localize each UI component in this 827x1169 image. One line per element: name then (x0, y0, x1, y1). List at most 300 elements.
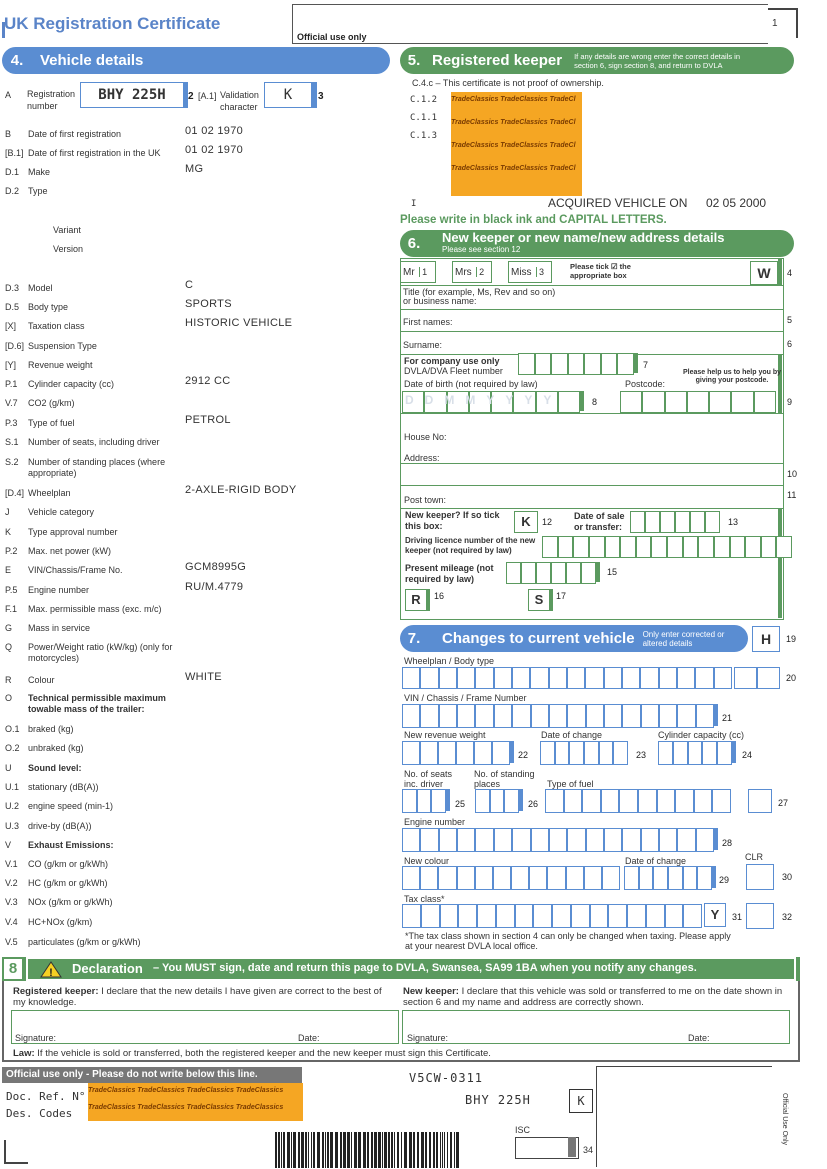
barcode-bar (442, 1132, 443, 1168)
field-value: GCM8995G (185, 561, 247, 573)
h-box[interactable]: H (752, 626, 780, 652)
date-of-change-field[interactable] (540, 741, 628, 763)
barcode-bar (371, 1132, 373, 1168)
barcode-bar (391, 1132, 393, 1168)
field-number: 22 (518, 750, 529, 760)
field-edge (519, 789, 523, 811)
miss-number: 3 (536, 267, 544, 277)
section-note: Only enter corrected or altered details (642, 629, 725, 648)
first-names-field[interactable] (400, 309, 784, 333)
official-use-label: Official use only (297, 32, 367, 42)
doc-ref-label: Doc. Ref. N° (6, 1090, 86, 1103)
field-label: braked (kg) (28, 724, 74, 734)
redaction-pattern: TradeClassics TradeClassics TradeCl (451, 142, 576, 149)
official-use-bar: Official use only - Please do not write below this line. (2, 1067, 302, 1083)
barcode-bar (330, 1132, 333, 1168)
fuel-code-field[interactable] (748, 789, 772, 811)
mileage-field[interactable] (506, 562, 596, 582)
postcode-label: Postcode: (625, 379, 666, 389)
date-label: Date: (298, 1033, 320, 1043)
title-business-label: Title (for example, Ms, Rev and so on) or business name: (403, 287, 556, 306)
field-label: stationary (dB(A)) (28, 782, 99, 792)
tax-class-field[interactable] (402, 904, 702, 926)
title-mr-option[interactable] (400, 261, 436, 283)
postcode-field[interactable] (620, 391, 776, 411)
field-code: P.1 (5, 379, 18, 389)
field-number: 27 (778, 798, 789, 808)
redacted-keeper-details (451, 92, 582, 196)
redaction-pattern: TradeClassics TradeClassics TradeCl (451, 119, 576, 126)
registered-keeper-declaration (13, 986, 395, 1008)
new-keeper-label: New keeper? If so tick this box: (405, 510, 500, 531)
mr-number: 1 (419, 267, 427, 277)
tax-footnote: *The tax class shown in section 4 can only be changed when taxing. Please apply at your nearest DVLA local office. (405, 931, 731, 951)
barcode-bar (450, 1132, 452, 1168)
field-label: HC (g/km or g/kWh) (28, 878, 108, 888)
field-number: 21 (722, 713, 733, 723)
barcode-bar (417, 1132, 419, 1168)
registration-number-field[interactable]: BHY 225H (80, 82, 188, 108)
field-code: V.4 (5, 917, 18, 927)
field-number: 7 (643, 360, 649, 370)
field-label: Sound level: (28, 763, 82, 773)
barcode-bar (433, 1132, 435, 1168)
w-box[interactable]: W (750, 261, 778, 285)
field-number: 5 (787, 315, 793, 325)
footer-registration: BHY 225H (465, 1093, 531, 1107)
barcode-bar (298, 1132, 300, 1168)
field-value: WHITE (185, 671, 222, 683)
field-number: 31 (732, 912, 743, 922)
field-number: 12 (542, 517, 553, 527)
barcode-bar (401, 1132, 402, 1168)
field-number: 24 (742, 750, 753, 760)
section-title: New keeper or new name/new address details (442, 229, 725, 245)
cylinder-field[interactable] (658, 741, 732, 763)
seats-label: No. of seats inc. driver (404, 769, 453, 789)
barcode-bar (363, 1132, 366, 1168)
footer-validation: K (569, 1089, 593, 1113)
barcode-bar (293, 1132, 296, 1168)
page-number: 1 (772, 18, 778, 29)
section-subtitle: Please see section 12 (442, 244, 521, 254)
field-number: 20 (786, 673, 797, 683)
barcode-bar (325, 1132, 326, 1168)
clr-label: CLR (745, 852, 764, 862)
date-of-sale-label: Date of sale or transfer: (574, 511, 625, 532)
fleet-number-label: DVLA/DVA Fleet number (404, 366, 503, 376)
mileage-label (405, 563, 515, 585)
field-edge (714, 828, 718, 850)
field-label: Max. net power (kW) (28, 546, 112, 556)
field-value: 01 02 1970 (185, 125, 244, 137)
field-label: Type approval number (28, 527, 118, 537)
ink-instruction: Please write in black ink and CAPITAL LETTERS. (400, 214, 667, 226)
field-edge (714, 704, 718, 726)
field-label: Suspension Type (28, 341, 97, 351)
field-code: [D.6] (5, 341, 25, 351)
field-label: Engine number (28, 585, 90, 595)
r-box[interactable]: R (405, 589, 430, 611)
standing-field[interactable] (475, 789, 519, 811)
field-label: particulates (g/km or g/kWh) (28, 937, 141, 947)
barcode-bar (429, 1132, 431, 1168)
field-code: F.1 (5, 604, 18, 614)
field-number: 26 (528, 799, 539, 809)
field-code: D.3 (5, 283, 20, 293)
s-box[interactable]: S (528, 589, 553, 611)
signature-label: Signature: (407, 1033, 449, 1043)
mr-label: Mr (403, 267, 415, 278)
field-edge (446, 789, 450, 811)
barcode-bar (275, 1132, 277, 1168)
wheelplan-label: Wheelplan / Body type (404, 656, 495, 666)
field-label: Model (28, 283, 53, 293)
field-code: [X] (5, 321, 17, 331)
redaction-pattern: TradeClassics TradeClassics TradeClassics TradeClassics (88, 1104, 284, 1111)
licence-field[interactable] (542, 536, 792, 556)
field-code: Q (5, 642, 13, 652)
field-code: D.1 (5, 167, 20, 177)
fleet-number-field[interactable] (518, 353, 634, 373)
field-number: 11 (787, 490, 797, 500)
validation-character-field[interactable]: K (264, 82, 317, 108)
seats-field[interactable] (402, 789, 446, 811)
nk-signature-box[interactable] (402, 1010, 790, 1044)
field-value: 2-AXLE-RIGID BODY (185, 484, 297, 496)
barcode-bar (456, 1132, 459, 1168)
declaration-title: Declaration (72, 961, 143, 976)
field-number: 6 (787, 339, 793, 349)
warning-icon (40, 961, 62, 978)
field-number: 16 (434, 591, 445, 601)
law-text: If the vehicle is sold or transferred, both the registered keeper and the new keeper must sign this Certificate. (37, 1048, 491, 1059)
post-town-label: Post town: (404, 495, 447, 505)
surname-field[interactable] (400, 331, 784, 355)
house-no-label: House No: (404, 432, 447, 442)
field-code: V.7 (5, 398, 18, 408)
field-code: E (5, 565, 12, 575)
law-note (13, 1048, 491, 1059)
field-number: 30 (782, 872, 793, 882)
barcode-bar (397, 1132, 399, 1168)
field-label: Number of standing places (where appropriate) (28, 457, 166, 478)
barcode-bar (287, 1132, 290, 1168)
address-field[interactable] (400, 413, 784, 465)
field-code: V.3 (5, 897, 18, 907)
side-official-label: Official Use Only (781, 1093, 788, 1145)
field-label: Taxation class (28, 321, 85, 331)
field-value: 2912 CC (185, 375, 231, 387)
barcode-bar (351, 1132, 352, 1168)
field-label: Mass in service (28, 623, 91, 633)
vin-field[interactable] (402, 704, 714, 726)
field-number: 3 (318, 91, 324, 102)
field-code: U.3 (5, 821, 20, 831)
signature-label: Signature: (15, 1033, 57, 1043)
section-6-header (400, 230, 794, 257)
field-label: CO (g/km or g/kWh) (28, 859, 109, 869)
field-label: drive-by (dB(A)) (28, 821, 92, 831)
dob-mask: DDMMYYYY (405, 393, 563, 407)
address-line-2[interactable] (400, 463, 784, 487)
field-edge (580, 391, 584, 411)
section-number: 4. (10, 52, 24, 69)
miss-label: Miss (511, 267, 532, 278)
surname-label: Surname: (403, 340, 443, 350)
field-code: A (5, 90, 12, 100)
barcode (275, 1132, 465, 1168)
field-code: G (5, 623, 13, 633)
post-town-field[interactable] (400, 485, 784, 509)
field-edge (732, 741, 736, 763)
field-label: engine speed (min-1) (28, 801, 114, 811)
field-label: Wheelplan (28, 488, 71, 498)
rk-signature-box[interactable] (11, 1010, 399, 1044)
field-number: 28 (722, 838, 733, 848)
field-label: VIN/Chassis/Frame No. (28, 565, 123, 575)
page-title: UK Registration Certificate (4, 14, 221, 33)
barcode-bar (283, 1132, 285, 1168)
clr-field[interactable] (746, 864, 774, 888)
field-label: Type (28, 186, 48, 196)
tax-class-label: Tax class* (404, 894, 445, 904)
field-code: [Y] (5, 360, 17, 370)
ownership-note: C.4.c – This certificate is not proof of ownership. (412, 78, 604, 88)
barcode-bar (447, 1132, 448, 1168)
section-number: 6. (407, 235, 421, 252)
wheelplan-field[interactable] (402, 667, 732, 687)
engine-number-label: Engine number (404, 817, 466, 827)
section-7-header (400, 625, 748, 652)
field-code: K (5, 527, 12, 537)
field-code: U (5, 763, 12, 773)
new-colour-field[interactable] (402, 866, 620, 888)
acquired-label: ACQUIRED VEHICLE ON (548, 196, 688, 210)
field-number: 15 (607, 567, 618, 577)
barcode-bar (440, 1132, 441, 1168)
code-c11: C.1.1 (410, 113, 438, 123)
revenue-weight-label: New revenue weight (404, 730, 486, 740)
field-code: V (5, 840, 12, 850)
barcode-bar (367, 1132, 369, 1168)
field-label: Exhaust Emissions: (28, 840, 114, 850)
isc-edge (568, 1137, 576, 1157)
field-edge (634, 353, 638, 373)
field-value: PETROL (185, 414, 231, 426)
field-label: unbraked (kg) (28, 743, 84, 753)
des-codes-label: Des. Codes (6, 1107, 73, 1120)
rk-label: Registered keeper: (13, 986, 99, 997)
field-number: 19 (786, 634, 797, 644)
barcode-bar (327, 1132, 329, 1168)
field-number: 32 (782, 912, 793, 922)
field-label: Vehicle category (28, 507, 95, 517)
section-title: Registered keeper (432, 52, 563, 69)
field-number: 17 (556, 591, 567, 601)
new-keeper-checkbox[interactable]: K (514, 511, 538, 533)
nk-text: I declare that this vehicle was sold or transferred to me on the date shown in section 6 and my name and address are correctly shown. (403, 986, 783, 1008)
field-code: P.3 (5, 418, 18, 428)
field-label: Colour (28, 675, 55, 685)
field-edge (712, 866, 716, 888)
field-value: SPORTS (185, 298, 232, 310)
field-code: O (5, 693, 13, 703)
code-c13: C.1.3 (410, 131, 438, 141)
field-label: Revenue weight (28, 360, 93, 370)
engine-number-field[interactable] (402, 828, 714, 850)
field-code: R (5, 675, 12, 685)
section-5-header (400, 47, 794, 74)
title-mrs-option[interactable] (452, 261, 492, 283)
barcode-bar (278, 1132, 280, 1168)
field-label: Date of first registration (28, 129, 122, 139)
rk-text: I declare that the new details I have given are correct to the best of my knowledge. (13, 986, 382, 1008)
dob-label: Date of birth (not required by law) (404, 379, 538, 389)
field-label: Make (28, 167, 51, 177)
page-number-box (768, 8, 798, 38)
field-label: Power/Weight ratio (kW/kg) (only for motorcycles) (28, 642, 173, 663)
barcode-bar (425, 1132, 427, 1168)
barcode-bar (340, 1132, 342, 1168)
field-value: HISTORIC VEHICLE (185, 317, 293, 329)
barcode-bar (421, 1132, 424, 1168)
field-code: U.1 (5, 782, 20, 792)
barcode-bar (404, 1132, 407, 1168)
section-title: Changes to current vehicle (442, 630, 635, 647)
barcode-bar (454, 1132, 455, 1168)
redaction-pattern: TradeClassics TradeClassics TradeCl (451, 96, 576, 103)
field-number: 29 (719, 875, 730, 885)
field-code: J (5, 507, 10, 517)
revenue-weight-field[interactable] (402, 741, 510, 763)
colour-change-date-field[interactable] (624, 866, 712, 888)
field-number: 8 (592, 397, 598, 407)
barcode-bar (382, 1132, 383, 1168)
section-4-header (2, 47, 390, 74)
barcode-bar (444, 1132, 445, 1168)
first-names-label: First names: (403, 317, 453, 327)
field-label: Body type (28, 302, 69, 312)
code-c12: C.1.2 (410, 95, 438, 105)
corner-mark (4, 1140, 28, 1164)
field-value: C (185, 279, 194, 291)
field-number: 10 (787, 469, 798, 479)
official-use-box (292, 4, 768, 44)
field-label: Version (53, 244, 84, 254)
field-label: Type of fuel (28, 418, 75, 428)
y-box[interactable]: Y (704, 903, 726, 927)
fuel-field[interactable] (545, 789, 731, 811)
barcode-bar (378, 1132, 381, 1168)
field-code: D.5 (5, 302, 20, 312)
company-use-label: For company use only (404, 356, 500, 366)
field-number: 23 (636, 750, 647, 760)
keeper-codes (410, 91, 437, 145)
barcode-bar (347, 1132, 350, 1168)
field-label: Technical permissible maximum towable mass of the trailer: (28, 693, 166, 714)
licence-label: Driving licence number of the new keeper (not required by law) (405, 536, 536, 555)
registration-label: Registration number (27, 89, 76, 111)
field-number: 13 (728, 517, 739, 527)
field-code: O.1 (5, 724, 20, 734)
field-label: Cylinder capacity (cc) (28, 379, 115, 389)
barcode-bar (313, 1132, 315, 1168)
field-edge (596, 562, 600, 582)
form-code: V5CW-0311 (409, 1071, 484, 1085)
field-label: Variant (53, 225, 81, 235)
field-number: 4 (787, 268, 793, 278)
tick-note: Please tick ☑ the appropriate box (570, 262, 631, 280)
redacted-office-codes (88, 1083, 303, 1121)
section-6-titles (442, 229, 725, 256)
date-label: Date: (688, 1033, 710, 1043)
title-miss-option[interactable] (508, 261, 552, 283)
field-code: D.2 (5, 186, 20, 196)
barcode-bar (413, 1132, 415, 1168)
date-of-sale-field[interactable] (630, 511, 720, 531)
barcode-bar (354, 1132, 357, 1168)
field-code: [B.1] (5, 148, 24, 158)
field-code: [D.4] (5, 488, 25, 498)
barcode-bar (343, 1132, 346, 1168)
mrs-number: 2 (476, 267, 484, 277)
barcode-bar (436, 1132, 438, 1168)
standing-label: No. of standing places (474, 769, 535, 789)
mrs-label: Mrs (455, 267, 472, 278)
cylinder-label: Cylinder capacity (cc) (658, 730, 745, 740)
barcode-bar (281, 1132, 282, 1168)
field-code: U.2 (5, 801, 20, 811)
field-code: S.2 (5, 457, 19, 467)
barcode-bar (322, 1132, 324, 1168)
field-code: O.2 (5, 743, 20, 753)
barcode-bar (305, 1132, 307, 1168)
svg-text:!: ! (49, 967, 53, 978)
fuel-label: Type of fuel (547, 779, 594, 789)
barcode-bar (335, 1132, 338, 1168)
barcode-bar (301, 1132, 304, 1168)
field-number: 25 (455, 799, 466, 809)
section-number: 5. (407, 52, 421, 69)
mileage-text: Present mileage (not required by law) (405, 563, 494, 584)
field-code: V.5 (5, 937, 18, 947)
date-of-change-label: Date of change (541, 730, 603, 740)
section-note: If any details are wrong enter the correct details in section 6, sign section 8, and return to DVLA (574, 51, 740, 70)
postcode-help: Please help us to help you by giving your postcode. (682, 369, 782, 384)
barcode-bar (384, 1132, 387, 1168)
field-label: CO2 (g/km) (28, 398, 75, 408)
barcode-bar (388, 1132, 390, 1168)
address-label: Address: (404, 453, 440, 463)
field-number: 9 (787, 397, 793, 407)
field-label: Date of first registration in the UK (28, 148, 161, 158)
redaction-pattern: TradeClassics TradeClassics TradeClassics TradeClassics (88, 1087, 284, 1094)
barcode-bar (291, 1132, 292, 1168)
field-label: HC+NOx (g/km) (28, 917, 93, 927)
acquired-date: 02 05 2000 (706, 196, 767, 210)
field-edge (510, 741, 514, 763)
field-code: P.2 (5, 546, 18, 556)
new-colour-label: New colour (404, 856, 450, 866)
redaction-pattern: TradeClassics TradeClassics TradeCl (451, 165, 576, 172)
barcode-bar (358, 1132, 361, 1168)
nk-label: New keeper: (403, 986, 459, 997)
field-code: S.1 (5, 437, 19, 447)
field-code: I (411, 199, 417, 209)
wheelplan-code-field[interactable] (734, 667, 780, 687)
tax-code-field[interactable] (746, 903, 774, 927)
